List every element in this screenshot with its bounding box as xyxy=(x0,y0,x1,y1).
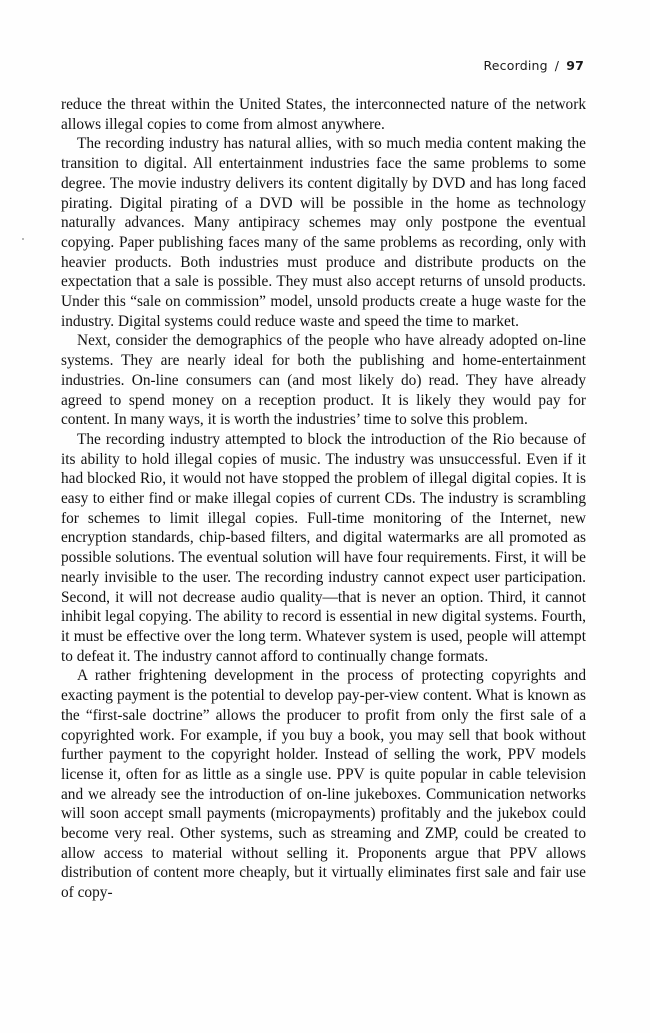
running-head-section: Recording xyxy=(483,58,548,73)
paragraph: The recording industry attempted to block the introduction of the Rio because of its ability to hold illegal copies of music. The industry was unsuccessful. Even if it had blocked Rio, it would not have stopped the problem of illegal digital copies. It is easy to either find or make illegal copies of current CDs. The industry is scrambling for schemes to limit illegal copies. Full-time monitoring of the Internet, new encryption standards, chip-based filters, and digital watermarks are all promoted as possible solutions. The eventual solution will have four requirements. First, it will be nearly invisible to the user. The recording industry cannot expect user participation. Second, it will not decrease audio quality—that is never an option. Third, it cannot inhibit legal copying. The ability to record is essential in new digital systems. Fourth, it must be effective over the long term. Whatever system is used, people will attempt to defeat it. The industry cannot afford to continually change formats. xyxy=(61,430,586,665)
page-number: 97 xyxy=(566,58,584,73)
margin-speck xyxy=(22,238,24,240)
running-head-separator: / xyxy=(554,58,560,73)
paragraph: The recording industry has natural allies, with so much media content making the transition to digital. All entertainment industries face the same problems to some degree. The movie industry delivers its content digitally by DVD and has long faced pirating. Digital pirating of a DVD will be possible in the home as technology naturally advances. Many antipiracy schemes may only postpone the eventual copying. Paper publishing faces many of the same problems as recording, only with heavier products. Both industries must produce and distribute products on the expectation that a sale is possible. They must also accept returns of unsold products. Under this “sale on commission” model, unsold products create a huge waste for the industry. Digital systems could reduce waste and speed the time to market. xyxy=(61,135,586,330)
running-head xyxy=(483,58,584,73)
paragraph: Next, consider the demographics of the people who have already adopted on-line systems. They are nearly ideal for both the publishing and home-entertainment industries. On-line consumers can (and most likely do) read. They have already agreed to spend money on a reception product. It is likely they would pay for content. In many ways, it is worth the industries’ time to solve this problem. xyxy=(61,332,586,429)
body-text xyxy=(61,95,586,903)
paragraph: A rather frightening development in the process of protecting copyrights and exacting payment is the potential to develop pay-per-view content. What is known as the “first-sale doctrine” allows the producer to profit from only the first sale of a copyrighted work. For example, if you buy a book, you may sell that book without further payment to the copyright holder. Instead of selling the work, PPV models license it, often for as little as a single use. PPV is quite popular in cable television and we already see the introduction of on-line jukeboxes. Communication networks will soon accept small payments (micropayments) profitably and the jukebox could become very real. Other systems, such as streaming and ZMP, could be created to allow access to material without selling it. Proponents argue that PPV allows distribution of content more cheaply, but it virtually eliminates first sale and fair use of copy- xyxy=(61,667,586,902)
paragraph-continued: reduce the threat within the United States, the interconnected nature of the network allows illegal copies to come from almost anywhere. xyxy=(61,96,586,133)
